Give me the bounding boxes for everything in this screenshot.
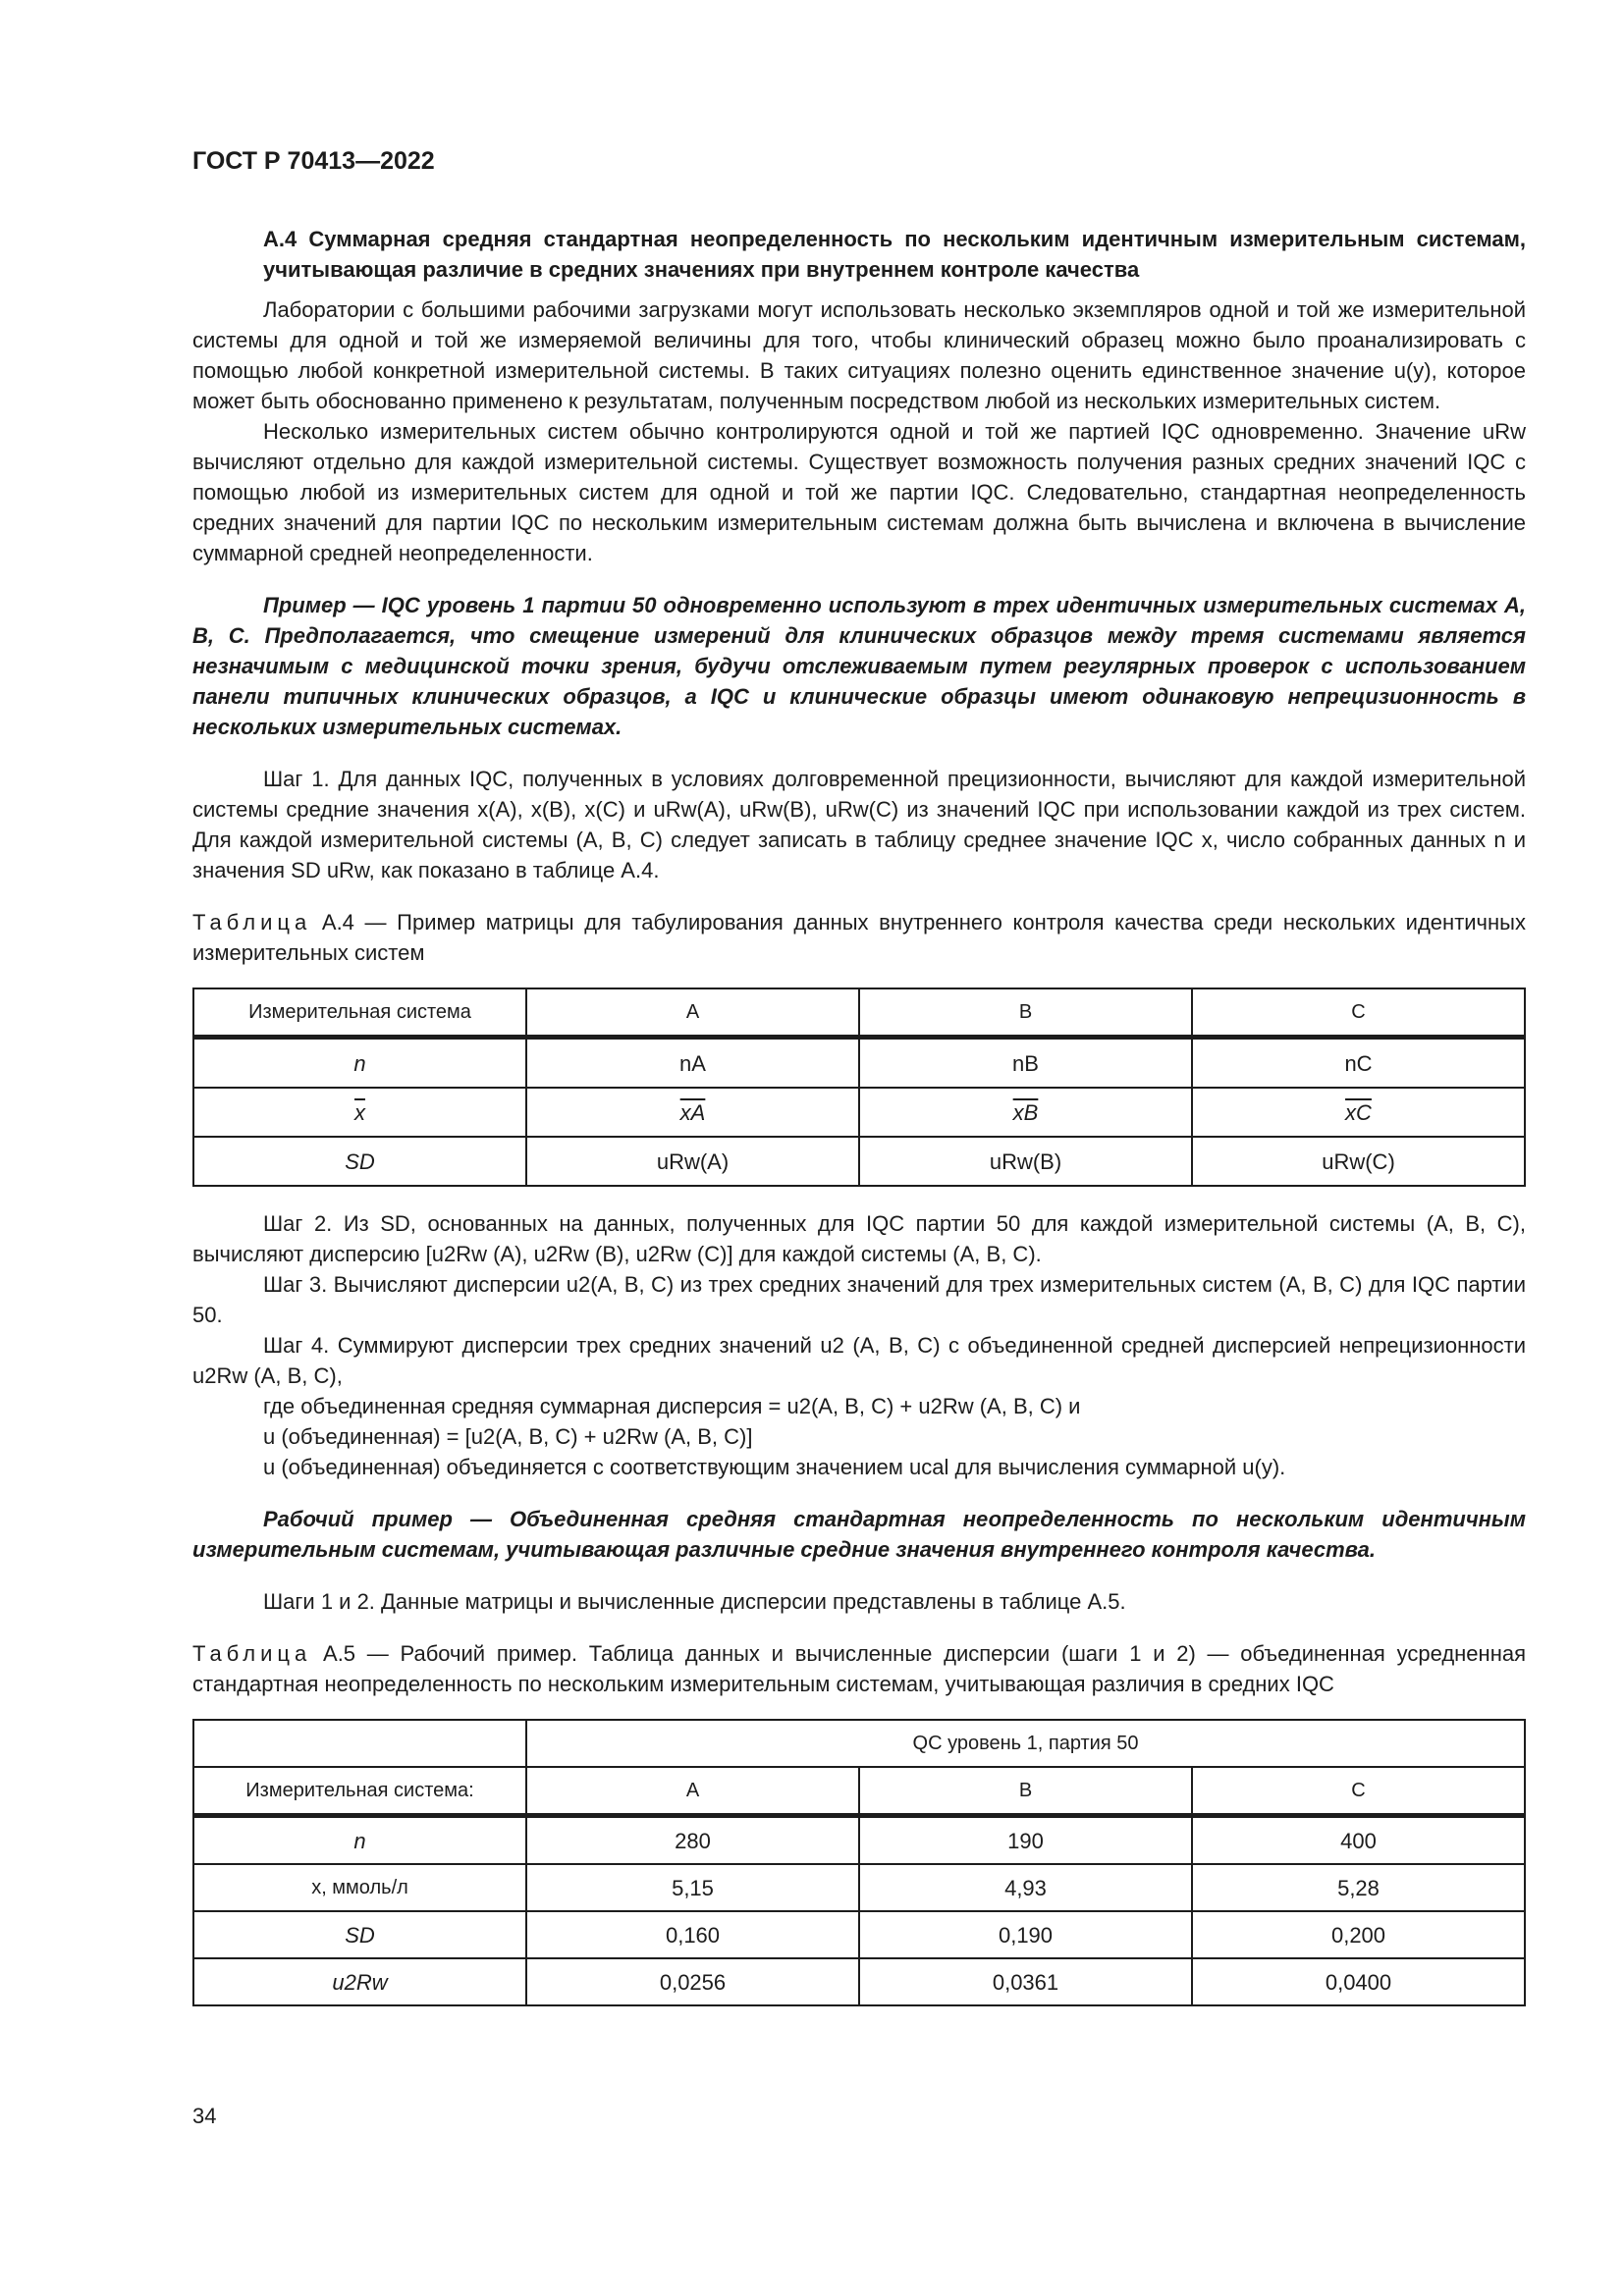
- combined-uncertainty-note: u (объединенная) объединяется с соответствующим значением ucal для вычисления суммарной u(y).: [263, 1455, 1286, 1479]
- math-text: nB: [1012, 1050, 1039, 1076]
- table-cell: 280: [526, 1816, 859, 1865]
- table-cell: [859, 1038, 1192, 1089]
- table-cell: [526, 1038, 859, 1089]
- step-1-paragraph: Шаг 1. Для данных IQC, полученных в условиях долговременной прецизионности, вычисляют для каждой измерительной системы средние значения x(A), x(B), x(C) и uRw(A), uRw(B), uRw(C) из значений IQC при использовании каждой из трех систем. Для каждой измерительной системы (А, В, С) следует записать в таблицу среднее значение IQC x, число собранных данных n и значения SD uRw, как показано в таблице А.4.: [192, 767, 1526, 882]
- table-row: [193, 1958, 1525, 2005]
- table-a4-caption-text: А.4 — Пример матрицы для табулирования данных внутреннего контроля качества среди нескольких идентичных измерительных систем: [192, 910, 1526, 965]
- table-cell: SD: [193, 1137, 526, 1186]
- math-text: $\overline{xC}$: [1345, 1099, 1372, 1125]
- table-a5: [192, 1719, 1526, 2006]
- table-row: [193, 1864, 1525, 1911]
- table-cell: $\overline{x}$: [193, 1088, 526, 1137]
- table-cell: [193, 1720, 526, 1767]
- table-cell: uRw(A): [526, 1137, 859, 1186]
- table-a5-header-row: [193, 1767, 1525, 1816]
- table-cell: n: [193, 1038, 526, 1089]
- table-row: [193, 1816, 1525, 1865]
- table-cell: 5,15: [526, 1864, 859, 1911]
- table-a5-caption: [192, 1638, 1526, 1699]
- table-a4-caption-label: Таблица: [192, 910, 312, 934]
- math-text: $\overline{xA}$: [679, 1099, 706, 1125]
- table-cell: 400: [1192, 1816, 1525, 1865]
- math-text: nC: [1344, 1050, 1373, 1076]
- table-cell: SD: [193, 1911, 526, 1958]
- table-cell: 4,93: [859, 1864, 1192, 1911]
- table-cell: C: [1192, 988, 1525, 1038]
- table-cell: [526, 1088, 859, 1137]
- page-number: 34: [192, 2104, 217, 2128]
- table-a4-header-row: [193, 988, 1525, 1038]
- table-cell: n: [193, 1816, 526, 1865]
- table-cell: u2Rw: [193, 1958, 526, 2005]
- math-text: $\overline{xB}$: [1012, 1099, 1039, 1125]
- table-row: [193, 1137, 1525, 1186]
- paragraph-2: Несколько измерительных систем обычно контролируются одной и той же партией IQC одновременно. Значение uRw вычисляют отдельно для каждой измерительной системы. Существует возможность получения разных средних значений IQC с помощью любой из измерительных систем для одной и той же партии IQC. Следовательно, стандартная неопределенность средних значений для партии IQC по нескольким измерительным системам должна быть вычислена и включена в вычисление суммарной средней неопределенности.: [192, 419, 1526, 565]
- table-cell: uRw(C): [1192, 1137, 1525, 1186]
- steps-1-2-paragraph: Шаги 1 и 2. Данные матрицы и вычисленные дисперсии представлены в таблице А.5.: [263, 1589, 1126, 1614]
- table-a4-caption: [192, 907, 1526, 968]
- table-cell: Измерительная система:: [193, 1767, 526, 1816]
- section-heading: А.4 Суммарная средняя стандартная неопределенность по нескольким идентичным измерительным системам, учитывающая различие в средних значениях при внутреннем контроле качества: [263, 227, 1526, 282]
- table-row: [193, 1038, 1525, 1089]
- table-a5-caption-text: А.5 — Рабочий пример. Таблица данных и вычисленные дисперсии (шаги 1 и 2) — объединенная усредненная стандартная неопределенность по нескольким измерительным системам, учитывающая различия в средних IQC: [192, 1641, 1526, 1696]
- step-2-paragraph: Шаг 2. Из SD, основанных на данных, полученных для IQC партии 50 для каждой измерительной системы (А, В, С), вычисляют дисперсию [u2Rw (A), u2Rw (B), u2Rw (C)] для каждой системы (А, В, С).: [192, 1211, 1526, 1266]
- step-4-paragraph: Шаг 4. Суммируют дисперсии трех средних значений u2 (A, B, C) с объединенной средней дисперсией непрецизионности u2Rw (A, B, C),: [192, 1333, 1526, 1388]
- table-cell: 5,28: [1192, 1864, 1525, 1911]
- table-cell: A: [526, 1767, 859, 1816]
- table-cell: 0,0400: [1192, 1958, 1525, 2005]
- paragraph-1: Лаборатории с большими рабочими загрузками могут использовать несколько экземпляров одной и той же измерительной системы для одной и той же измеряемой величины для того, чтобы клинический образец можно было проанализировать с помощью любой конкретной измерительной системы. В таких ситуациях полезно оценить единственное значение u(y), которое может быть обоснованно применено к результатам, полученным посредством любой из нескольких измерительных систем.: [192, 297, 1526, 413]
- table-cell: 190: [859, 1816, 1192, 1865]
- table-cell: B: [859, 988, 1192, 1038]
- combined-uncertainty-formula: u (объединенная) = [u2(A, B, C) + u2Rw (A, B, C)]: [263, 1424, 753, 1449]
- worked-example-paragraph: Рабочий пример — Объединенная средняя стандартная неопределенность по нескольким идентичным измерительным системам, учитывающая различные средние значения внутреннего контроля качества.: [192, 1507, 1526, 1562]
- table-cell: Измерительная система: [193, 988, 526, 1038]
- table-cell: C: [1192, 1767, 1525, 1816]
- table-cell: [1192, 1088, 1525, 1137]
- table-cell: 0,0361: [859, 1958, 1192, 2005]
- table-a5-group-header-row: [193, 1720, 1525, 1767]
- example-paragraph: Пример — IQC уровень 1 партии 50 одновременно используют в трех идентичных измерительных системах А, В, С. Предполагается, что смещение измерений для клинических образцов между тремя системами является незначимым с медицинской точки зрения, будучи отслеживаемым путем регулярных проверок с использованием панели типичных клинических образцов, а IQC и клинические образцы имеют одинаковую непрецизионность в нескольких измерительных системах.: [192, 593, 1526, 739]
- table-row: [193, 1088, 1525, 1137]
- table-cell: x, ммоль/л: [193, 1864, 526, 1911]
- table-cell: 0,0256: [526, 1958, 859, 2005]
- page-content: [192, 224, 1526, 2006]
- table-cell: uRw(B): [859, 1137, 1192, 1186]
- combined-variance-line: где объединенная средняя суммарная дисперсия = u2(A, B, C) + u2Rw (A, B, C) и: [263, 1394, 1081, 1418]
- table-cell: B: [859, 1767, 1192, 1816]
- table-cell: QC уровень 1, партия 50: [526, 1720, 1525, 1767]
- table-cell: [859, 1088, 1192, 1137]
- table-cell: [1192, 1038, 1525, 1089]
- table-cell: 0,200: [1192, 1911, 1525, 1958]
- table-cell: A: [526, 988, 859, 1038]
- math-text: nA: [679, 1050, 706, 1076]
- table-cell: 0,190: [859, 1911, 1192, 1958]
- table-cell: 0,160: [526, 1911, 859, 1958]
- document-code: ГОСТ Р 70413—2022: [192, 147, 435, 175]
- table-a5-caption-label: Таблица: [192, 1641, 312, 1666]
- step-3-paragraph: Шаг 3. Вычисляют дисперсии u2(A, B, C) из трех средних значений для трех измерительных систем (А, В, С) для IQC партии 50.: [192, 1272, 1526, 1327]
- table-row: [193, 1911, 1525, 1958]
- table-a4: [192, 988, 1526, 1187]
